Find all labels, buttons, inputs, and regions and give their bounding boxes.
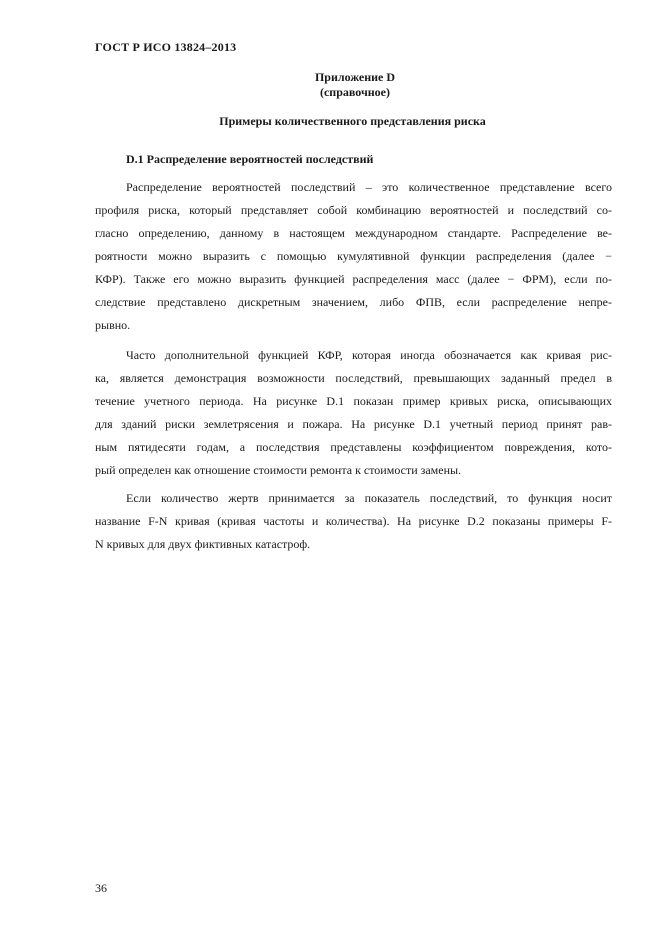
annex-status: (справочное): [319, 85, 390, 99]
annex-title: Приложение D: [314, 70, 396, 84]
paragraph-line: рый определен как отношение стоимости ремонта к стоимости замены.: [95, 463, 462, 477]
paragraph-line: КФР). Также его можно выразить функцией распределения масс (далее − ФРМ), если по-: [95, 272, 612, 286]
paragraph-line: Если количество жертв принимается за показатель последствий, то функция носит: [126, 491, 612, 505]
paragraph-line: ным пятидесяти годам, а последствия представлены коэффициентом повреждения, кото-: [95, 440, 612, 454]
page-number: 36: [95, 881, 107, 895]
section-title: D.1 Распределение вероятностей последствий: [126, 152, 374, 166]
paragraph-line: название F-N кривая (кривая частоты и количества). На рисунке D.2 показаны примеры F-: [95, 514, 612, 528]
paragraph-line: следствие представлено дискретным значением, либо ФПВ, если распределение непре-: [95, 295, 612, 309]
paragraph-line: Распределение вероятностей последствий – это количественное представление всего: [126, 180, 612, 194]
paragraph-line: для зданий риски землетрясения и пожара. На рисунке D.1 учетный период принят рав-: [95, 417, 612, 431]
paragraph-line: N кривых для двух фиктивных катастроф.: [95, 537, 311, 551]
annex-name: Примеры количественного представления риска: [219, 114, 486, 128]
paragraph-1: [95, 176, 612, 337]
standard-header: ГОСТ Р ИСО 13824–2013: [95, 40, 237, 54]
paragraph-line: Часто дополнительной функцией КФР, которая иногда обозначается как кривая рис-: [126, 348, 612, 362]
paragraph-line: рывно.: [95, 318, 131, 332]
paragraph-line: роятности можно выразить с помощью кумулятивной функции распределения (далее −: [95, 249, 612, 263]
paragraph-line: ка, является демонстрация возможности последствий, превышающих заданный предел в: [95, 371, 612, 385]
paragraph-2: [95, 344, 612, 482]
paragraph-3: [95, 487, 612, 556]
paragraph-line: течение учетного периода. На рисунке D.1 показан пример кривых риска, описывающих: [95, 394, 612, 408]
paragraph-line: профиля риска, который представляет собой комбинацию вероятностей и последствий со-: [95, 203, 612, 217]
paragraph-line: гласно определению, данному в настоящем международном стандарте. Распределение ве-: [95, 226, 612, 240]
